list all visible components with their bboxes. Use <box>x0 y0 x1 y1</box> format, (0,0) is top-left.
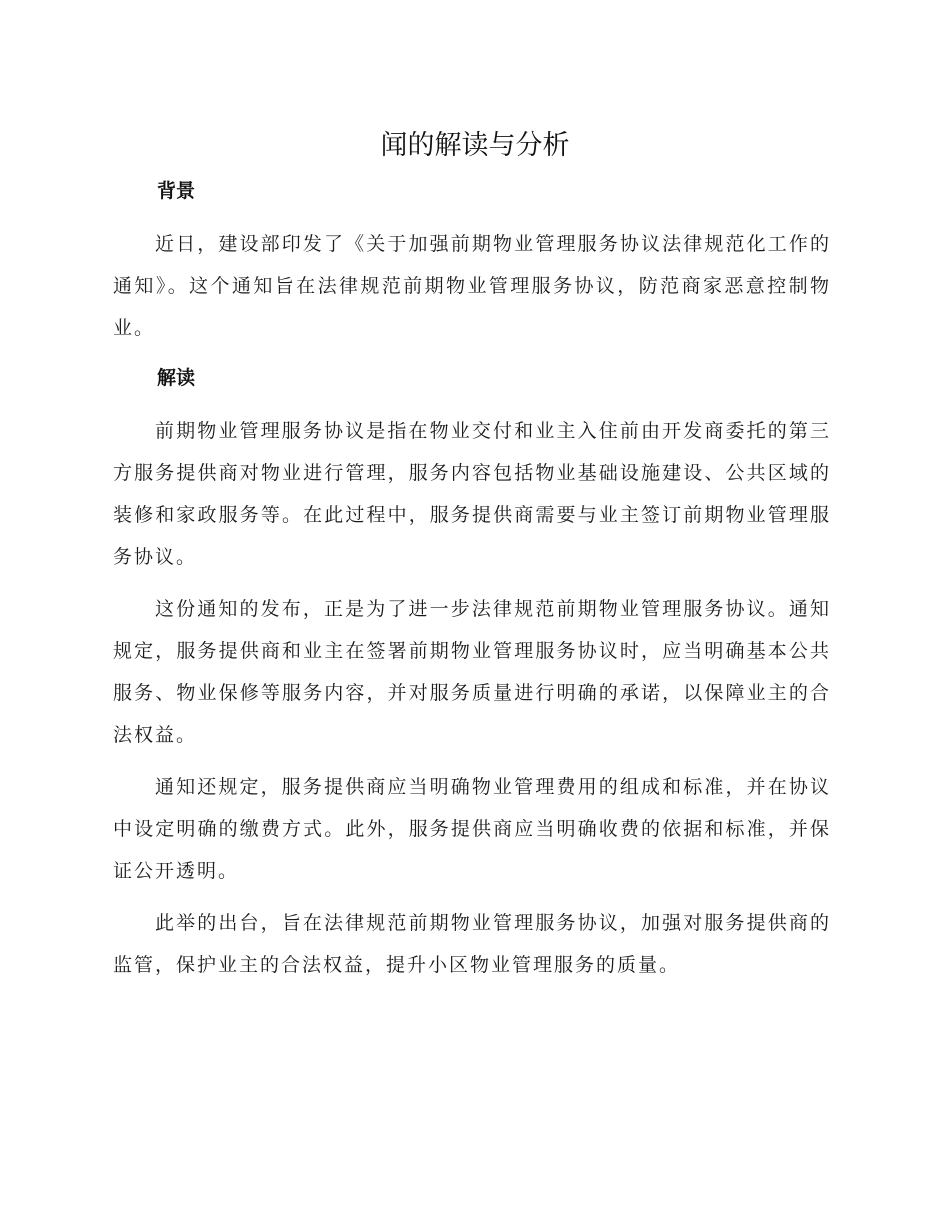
document-body <box>113 170 831 986</box>
section-heading-background: 背景 <box>157 180 196 202</box>
paragraph-interpretation-3: 通知还规定，服务提供商应当明确物业管理费用的组成和标准，并在协议中设定明确的缴费方式。此外，服务提供商应当明确收费的依据和标准，并保证公开透明。 <box>113 776 831 882</box>
paragraph-interpretation-2: 这份通知的发布，正是为了进一步法律规范前期物业管理服务协议。通知规定，服务提供商和业主在签署前期物业管理服务协议时，应当明确基本公共服务、物业保修等服务内容，并对服务质量进行明确的承诺，以保障业主的合法权益。 <box>113 598 831 746</box>
paragraph-interpretation-1: 前期物业管理服务协议是指在物业交付和业主入住前由开发商委托的第三方服务提供商对物业进行管理，服务内容包括物业基础设施建设、公共区域的装修和家政服务等。在此过程中，服务提供商需要与业主签订前期物业管理服务协议。 <box>113 420 831 568</box>
section-heading-interpretation: 解读 <box>157 367 196 389</box>
paragraph-background: 近日，建设部印发了《关于加强前期物业管理服务协议法律规范化工作的通知》。这个通知旨在法律规范前期物业管理服务协议，防范商家恶意控制物业。 <box>113 233 831 339</box>
document-title: 闻的解读与分析 <box>380 130 570 161</box>
paragraph-interpretation-4: 此举的出台，旨在法律规范前期物业管理服务协议，加强对服务提供商的监管，保护业主的合法权益，提升小区物业管理服务的质量。 <box>113 912 831 976</box>
